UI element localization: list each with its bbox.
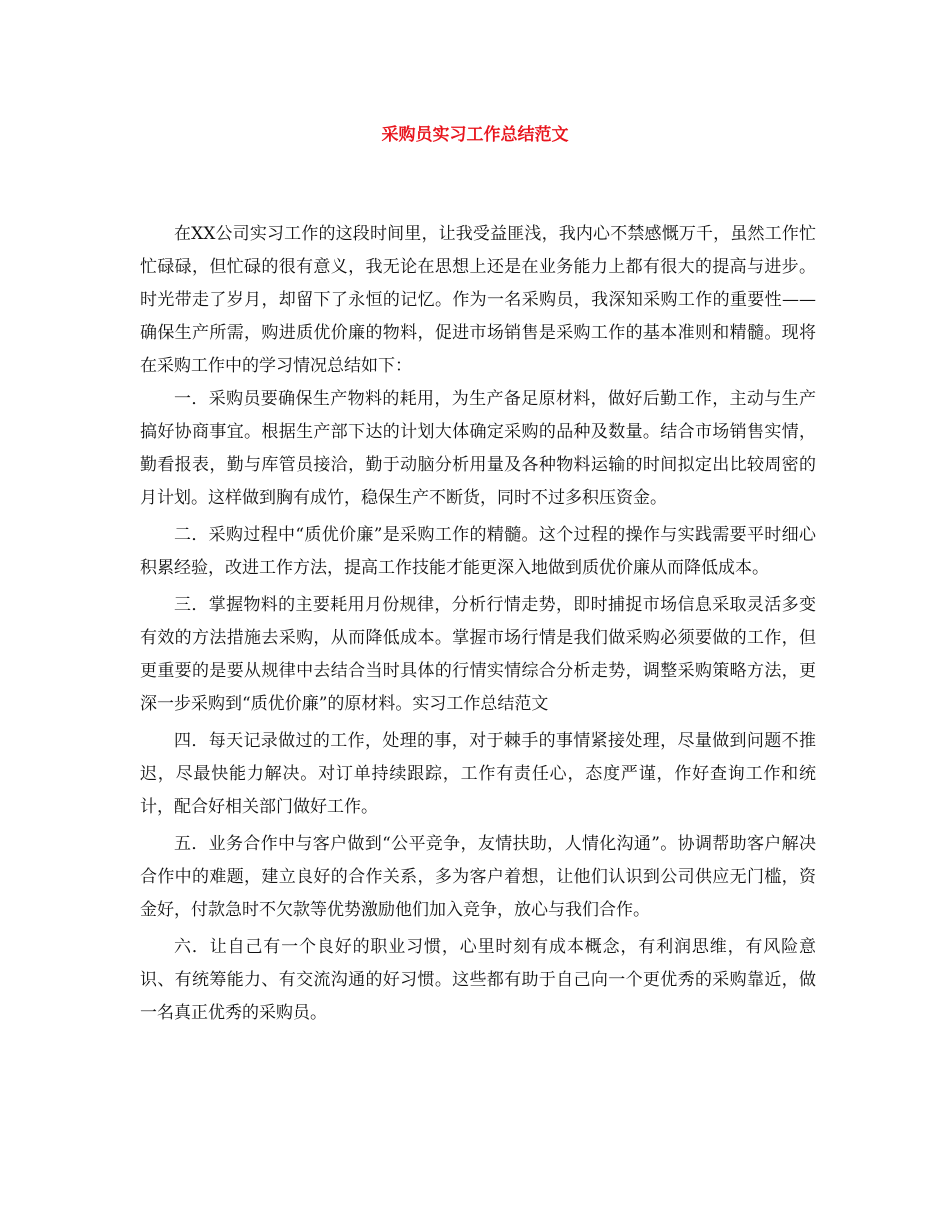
section-2-paragraph: 二．采购过程中“质优价廉”是采购工作的精髓。这个过程的操作与实践需要平时细心积累经验，改进工作方法，提高工作技能才能更深入地做到质优价廉从而降低成本。 — [140, 525, 816, 578]
section-6-paragraph: 六．让自己有一个良好的职业习惯，心里时刻有成本概念，有利润思维，有风险意识、有统筹能力、有交流沟通的好习惯。这些都有助于自己向一个更优秀的采购靠近，做一名真正优秀的采购员。 — [140, 937, 816, 1023]
document-body — [140, 218, 816, 1034]
section-5-paragraph: 五．业务合作中与客户做到“公平竞争，友情扶助，人情化沟通”。协调帮助客户解决合作中的难题，建立良好的合作关系，多为客户着想，让他们认识到公司供应无门槛，资金好，付款急时不欠款等优势激励他们加入竞争，放心与我们合作。 — [140, 834, 816, 920]
intro-paragraph: 在XX公司实习工作的这段时间里，让我受益匪浅，我内心不禁感慨万千，虽然工作忙忙碌碌，但忙碌的很有意义，我无论在思想上还是在业务能力上都有很大的提高与进步。时光带走了岁月，却留下了永恒的记忆。作为一名采购员，我深知采购工作的重要性——确保生产所需，购进质优价廉的物料，促进市场销售是采购工作的基本准则和精髓。现将在采购工作中的学习情况总结如下： — [140, 224, 816, 376]
section-4-paragraph: 四．每天记录做过的工作，处理的事，对于棘手的事情紧接处理，尽量做到问题不推迟，尽最快能力解决。对订单持续跟踪，工作有责任心，态度严谨，作好查询工作和统计，配合好相关部门做好工作。 — [140, 731, 816, 817]
document-title: 采购员实习工作总结范文 — [381, 125, 569, 145]
section-1-paragraph: 一．采购员要确保生产物料的耗用，为生产备足原材料，做好后勤工作，主动与生产搞好协商事宜。根据生产部下达的计划大体确定采购的品种及数量。结合市场销售实情，勤看报表，勤与库管员接洽，勤于动脑分析用量及各种物料运输的时间拟定出比较周密的月计划。这样做到胸有成竹，稳保生产不断货，同时不过多积压资金。 — [140, 389, 816, 508]
section-3-paragraph: 三．掌握物料的主要耗用月份规律，分析行情走势，即时捕捉市场信息采取灵活多变有效的方法措施去采购，从而降低成本。掌握市场行情是我们做采购必须要做的工作，但更重要的是要从规律中去结合当时具体的行情实情综合分析走势，调整采购策略方法，更深一步采购到“质优价廉”的原材料。实习工作总结范文 — [140, 595, 816, 714]
